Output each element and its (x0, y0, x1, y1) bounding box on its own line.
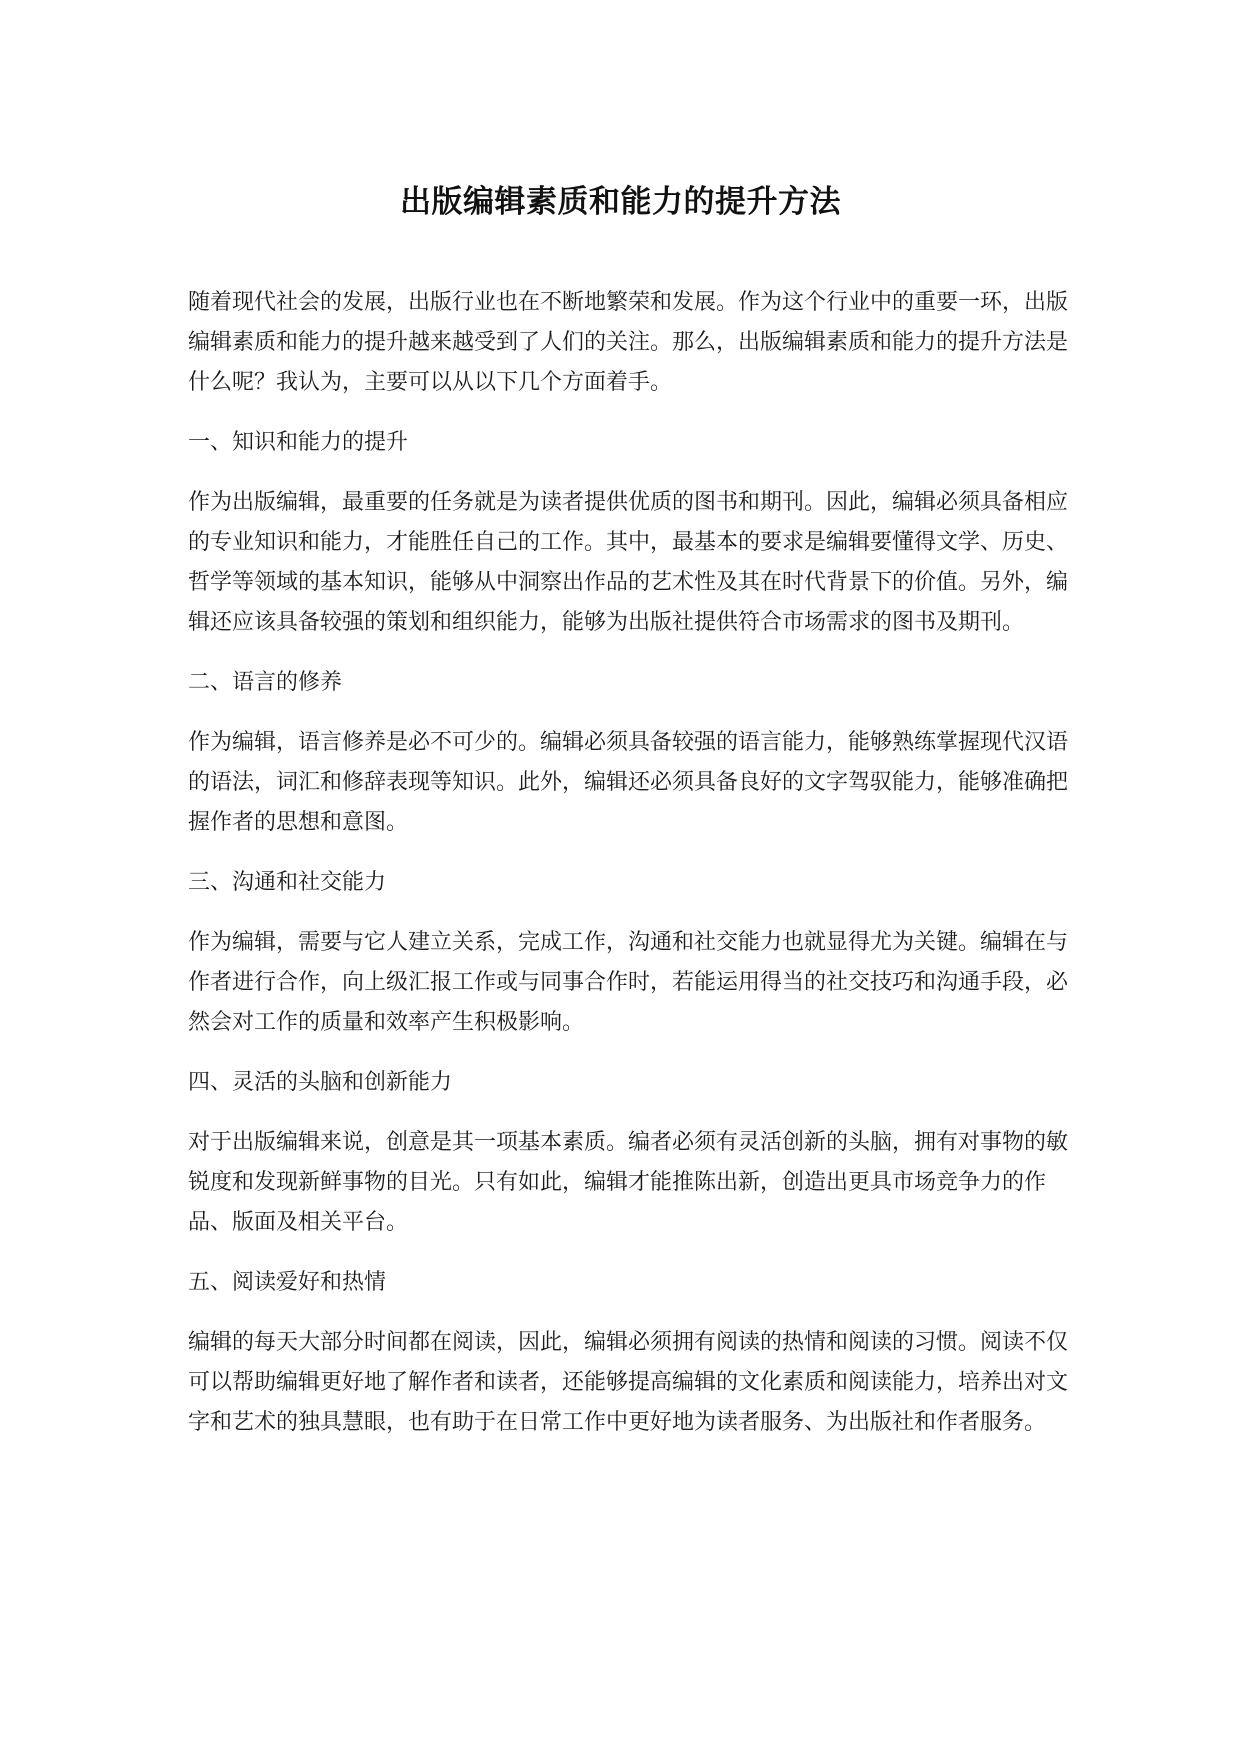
section-heading-2: 二、语言的修养 (188, 670, 343, 695)
section-heading-1: 一、知识和能力的提升 (188, 430, 409, 455)
section-body-5: 编辑的每天大部分时间都在阅读，因此，编辑必须拥有阅读的热情和阅读的习惯。阅读不仅可以帮助编辑更好地了解作者和读者，还能够提高编辑的文化素质和阅读能力，培养出对文字和艺术的独具慧眼，也有助于在日常工作中更好地为读者服务、为出版社和作者服务。 (188, 1330, 1069, 1435)
document-body (188, 283, 1084, 1443)
section-heading-5: 五、阅读爱好和热情 (188, 1270, 387, 1295)
page-title: 出版编辑素质和能力的提升方法 (400, 184, 841, 220)
intro-paragraph: 随着现代社会的发展，出版行业也在不断地繁荣和发展。作为这个行业中的重要一环，出版编辑素质和能力的提升越来越受到了人们的关注。那么，出版编辑素质和能力的提升方法是什么呢？我认为，主要可以从以下几个方面着手。 (188, 290, 1069, 395)
section-body-3: 作为编辑，需要与它人建立关系，完成工作，沟通和社交能力也就显得尤为关键。编辑在与作者进行合作，向上级汇报工作或与同事合作时，若能运用得当的社交技巧和沟通手段，必然会对工作的质量和效率产生积极影响。 (188, 930, 1069, 1035)
section-body-2: 作为编辑，语言修养是必不可少的。编辑必须具备较强的语言能力，能够熟练掌握现代汉语的语法，词汇和修辞表现等知识。此外，编辑还必须具备良好的文字驾驭能力，能够准确把握作者的思想和意图。 (188, 730, 1069, 835)
section-heading-4: 四、灵活的头脑和创新能力 (188, 1070, 453, 1095)
section-body-4: 对于出版编辑来说，创意是其一项基本素质。编者必须有灵活创新的头脑，拥有对事物的敏锐度和发现新鲜事物的目光。只有如此，编辑才能推陈出新，创造出更具市场竞争力的作品、版面及相关平台。 (188, 1130, 1069, 1235)
section-heading-3: 三、沟通和社交能力 (188, 870, 387, 895)
section-body-1: 作为出版编辑，最重要的任务就是为读者提供优质的图书和期刊。因此，编辑必须具备相应的专业知识和能力，才能胜任自己的工作。其中，最基本的要求是编辑要懂得文学、历史、哲学等领域的基本知识，能够从中洞察出作品的艺术性及其在时代背景下的价值。另外，编辑还应该具备较强的策划和组织能力，能够为出版社提供符合市场需求的图书及期刊。 (188, 490, 1069, 635)
